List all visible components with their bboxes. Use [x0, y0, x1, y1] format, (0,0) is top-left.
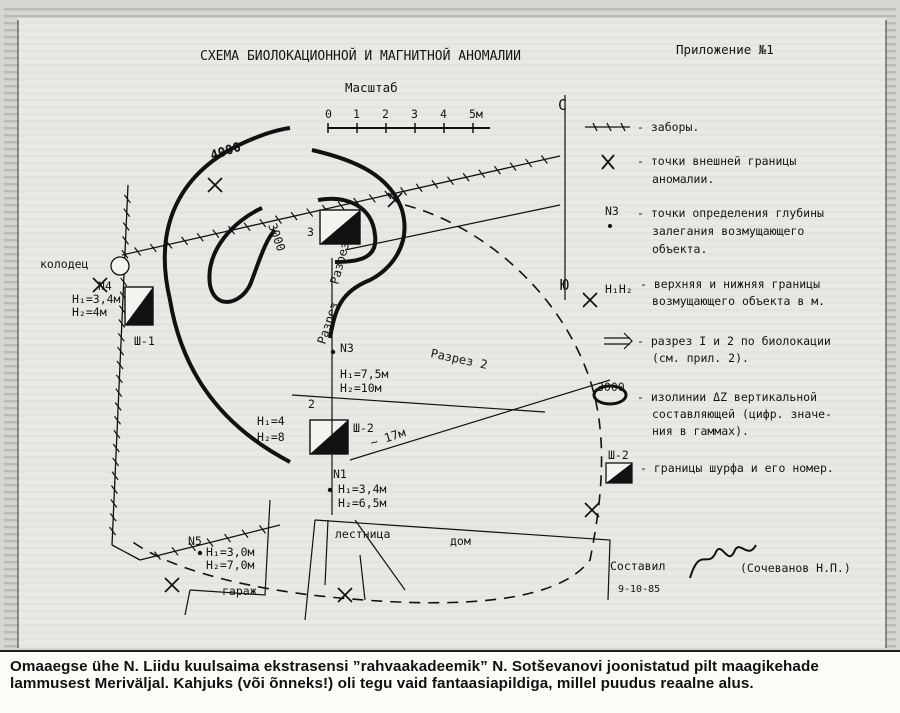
legend [585, 120, 834, 483]
svg-text:N3: N3 [605, 204, 619, 218]
svg-text:5м: 5м [469, 107, 483, 121]
appendix-label: Приложение №1 [676, 42, 774, 57]
svg-text:4: 4 [440, 107, 447, 121]
photo-caption [0, 650, 900, 713]
svg-text:H₂=7,0м: H₂=7,0м [206, 558, 255, 572]
stairs-label: лестница [335, 527, 391, 541]
svg-text:ния в гаммах).: ния в гаммах). [652, 424, 749, 438]
svg-text:H₁=7,5м: H₁=7,5м [340, 367, 389, 381]
svg-text:объекта.: объекта. [652, 242, 708, 256]
svg-text:3: 3 [307, 225, 314, 239]
svg-text:залегания возмущающего: залегания возмущающего [652, 224, 805, 238]
signature-date: 9-10-85 [618, 584, 661, 595]
well-icon [111, 257, 129, 275]
svg-text:Ш-1: Ш-1 [134, 334, 155, 348]
pit-1 [125, 287, 155, 348]
svg-text:H₂=8: H₂=8 [257, 430, 285, 444]
svg-text:- разрез I и 2 по биолокации: - разрез I и 2 по биолокации [637, 334, 831, 348]
svg-text:- точки внешней границы: - точки внешней границы [637, 154, 797, 168]
scheme-title: СХЕМА БИОЛОКАЦИОННОЙ И МАГНИТНОЙ АНОМАЛИИ [200, 49, 521, 64]
author-name: (Сочеванов Н.П.) [740, 561, 851, 575]
svg-text:- заборы.: - заборы. [637, 120, 700, 134]
isoline-label-4000: 4000 [208, 139, 244, 164]
compiled-by-label: Составил [610, 559, 666, 573]
svg-text:H₂=10м: H₂=10м [340, 381, 382, 395]
svg-text:H₁H₂: H₁H₂ [605, 282, 633, 296]
section-1-label: Разрез I [327, 226, 356, 286]
svg-text:Ш-2: Ш-2 [608, 448, 629, 462]
svg-text:(см. прил. 2).: (см. прил. 2). [652, 351, 749, 365]
svg-text:2: 2 [308, 397, 315, 411]
svg-text:H₁=3,4м: H₁=3,4м [338, 482, 387, 496]
svg-text:2: 2 [382, 107, 389, 121]
house-label: дом [450, 534, 471, 548]
point-n3-label: N3 [340, 341, 354, 355]
svg-text:3: 3 [411, 107, 418, 121]
svg-text:H₁=3,0м: H₁=3,0м [206, 545, 255, 559]
svg-text:возмущающего объекта в м.: возмущающего объекта в м. [652, 294, 826, 308]
scale-ruler [325, 107, 490, 133]
svg-text:H₂=6,5м: H₂=6,5м [338, 496, 387, 510]
point-n1-label: N1 [333, 467, 347, 481]
caption-text: Omaaegse ühe N. Liidu kuulsaima ekstrasensi ”rahvaakadeemik” N. Sotševanovi joonistatud pilt maagikehade lammusest Meriväljal. Kahjuks (või õnneks!) oli tegu vaid fantaasiapildiga, millel puudus reaalne alus. [10, 658, 819, 692]
svg-text:N4: N4 [98, 279, 112, 293]
svg-text:Ю: Ю [560, 276, 570, 294]
distance-label: ~ 17м [368, 425, 408, 450]
svg-text:- изолинии ΔZ вертикальной: - изолинии ΔZ вертикальной [637, 390, 818, 404]
svg-text:H₁=4: H₁=4 [257, 414, 285, 428]
point-n5-label: N5 [188, 534, 202, 548]
well-label: колодец [40, 257, 89, 271]
svg-text:3000: 3000 [597, 380, 625, 394]
svg-text:3000: 3000 [265, 221, 289, 254]
svg-text:- верхняя и нижняя границы: - верхняя и нижняя границы [640, 277, 821, 291]
svg-text:1: 1 [353, 107, 360, 121]
svg-text:С: С [558, 96, 568, 114]
svg-text:- точки определения глубины: - точки определения глубины [637, 206, 824, 220]
pit-2 [308, 397, 374, 454]
garage-label: гараж [222, 584, 257, 598]
svg-text:- границы шурфа и его номер.: - границы шурфа и его номер. [640, 461, 834, 475]
svg-text:составляющей (цифр. значе-: составляющей (цифр. значе- [652, 407, 833, 421]
svg-text:аномалии.: аномалии. [652, 172, 715, 186]
svg-text:Ш-2: Ш-2 [353, 421, 374, 435]
svg-text:H₂=4м: H₂=4м [72, 305, 107, 319]
section-2-vertical-label: Разрез [314, 300, 342, 346]
scale-title: Масштаб [345, 80, 398, 95]
section-2-label: Разрез 2 [429, 346, 489, 372]
svg-text:H₁=3,4м: H₁=3,4м [72, 292, 121, 306]
svg-text:0: 0 [325, 107, 332, 121]
north-arrow [558, 95, 569, 300]
